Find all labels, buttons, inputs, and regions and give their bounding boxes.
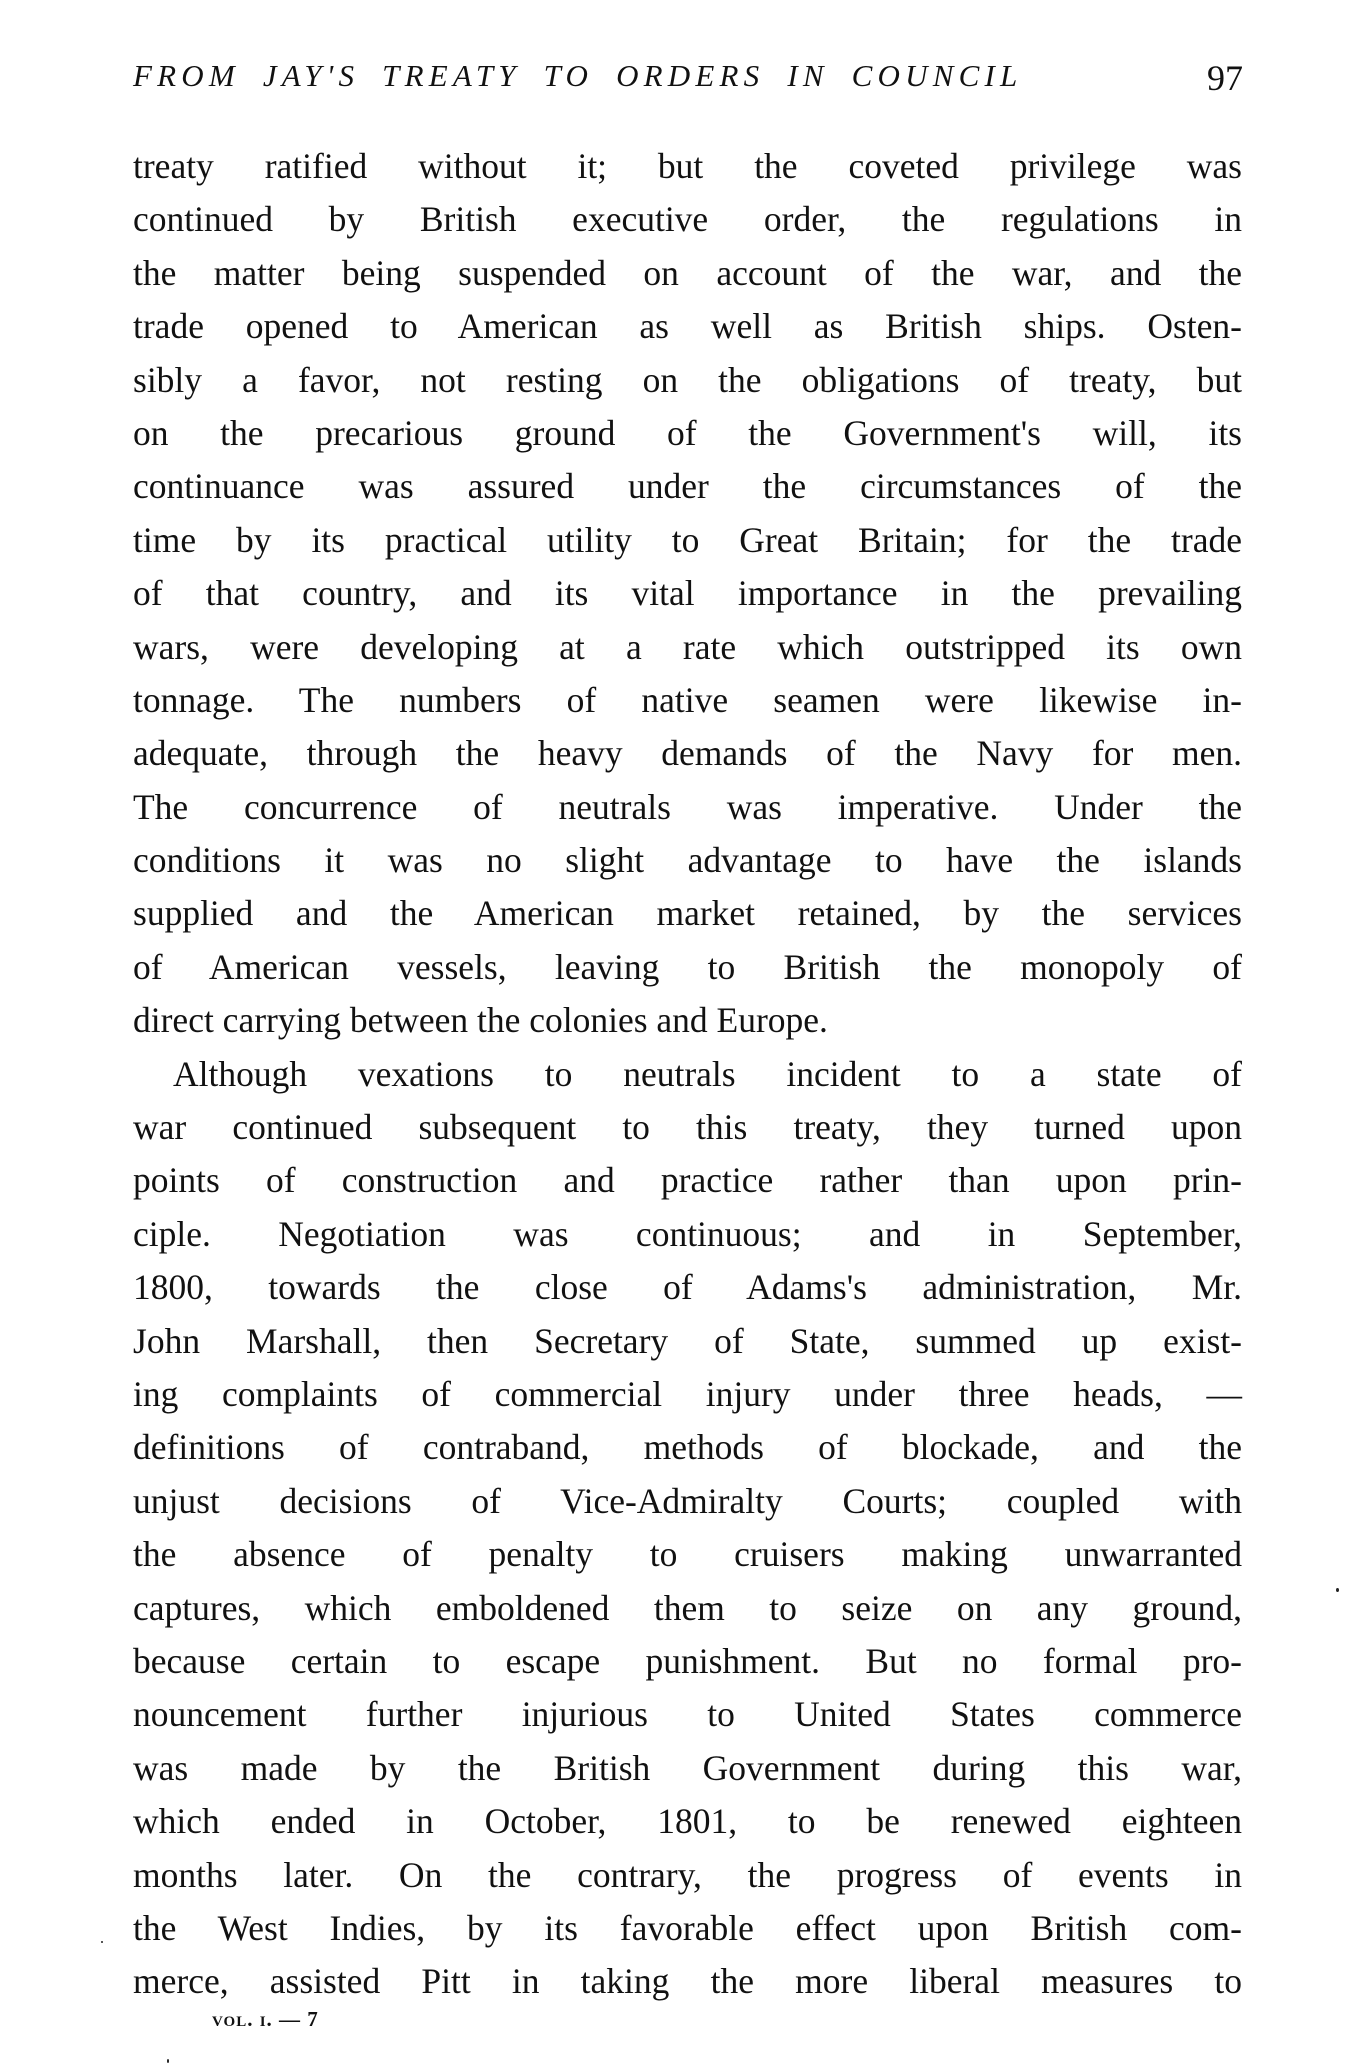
text-line: The concurrence of neutrals was imperative. Under the bbox=[133, 786, 1242, 827]
text-line: adequate, through the heavy demands of the Navy for men. bbox=[133, 733, 1242, 774]
text-line: was made by the British Government during this war, bbox=[133, 1747, 1242, 1788]
text-line: continuance was assured under the circumstances of the bbox=[133, 466, 1242, 507]
text-line: John Marshall, then Secretary of State, summed up exist- bbox=[133, 1320, 1242, 1361]
text-line: which ended in October, 1801, to be renewed eighteen bbox=[133, 1801, 1242, 1842]
body-text bbox=[133, 140, 1242, 2009]
text-line: tonnage. The numbers of native seamen were likewise in- bbox=[133, 679, 1242, 720]
text-line: definitions of contraband, methods of blockade, and the bbox=[133, 1427, 1242, 1468]
text-line: Although vexations to neutrals incident to a state of bbox=[173, 1053, 1242, 1094]
text-line: the matter being suspended on account of the war, and the bbox=[133, 252, 1242, 293]
text-line: the West Indies, by its favorable effect upon British com- bbox=[133, 1907, 1242, 1948]
text-line: conditions it was no slight advantage to have the islands bbox=[133, 840, 1242, 881]
signature-mark: vol. i. — 7 bbox=[212, 2007, 319, 2031]
text-line: captures, which emboldened them to seize on any ground, bbox=[133, 1587, 1242, 1628]
text-line: continued by British executive order, the regulations in bbox=[133, 199, 1242, 240]
text-line: months later. On the contrary, the progress of events in bbox=[133, 1854, 1242, 1895]
text-line: the absence of penalty to cruisers making unwarranted bbox=[133, 1534, 1242, 1575]
text-line: on the precarious ground of the Government's will, its bbox=[133, 412, 1242, 453]
text-line: wars, were developing at a rate which outstripped its own bbox=[133, 626, 1242, 667]
text-line: direct carrying between the colonies and Europe. bbox=[133, 1000, 828, 1041]
text-line: ciple. Negotiation was continuous; and in September, bbox=[133, 1213, 1242, 1254]
text-line: nouncement further injurious to United States commerce bbox=[133, 1694, 1242, 1735]
text-line: of American vessels, leaving to British the monopoly of bbox=[133, 946, 1242, 987]
text-line: because certain to escape punishment. But no formal pro- bbox=[133, 1640, 1242, 1681]
text-line: supplied and the American market retained, by the services bbox=[133, 893, 1242, 934]
text-line: points of construction and practice rather than upon prin- bbox=[133, 1160, 1242, 1201]
text-line: merce, assisted Pitt in taking the more liberal measures to bbox=[133, 1961, 1242, 2002]
text-line: 1800, towards the close of Adams's administration, Mr. bbox=[133, 1267, 1242, 1308]
text-line: war continued subsequent to this treaty, they turned upon bbox=[133, 1107, 1242, 1148]
scan-speck bbox=[1336, 1588, 1339, 1592]
paragraph bbox=[133, 1048, 1242, 2009]
scan-speck bbox=[101, 1941, 103, 1943]
text-line: treaty ratified without it; but the coveted privilege was bbox=[133, 146, 1242, 186]
text-line: time by its practical utility to Great Britain; for the trade bbox=[133, 519, 1242, 560]
scan-speck bbox=[167, 2059, 169, 2063]
text-line: unjust decisions of Vice-Admiralty Courts; coupled with bbox=[133, 1480, 1242, 1521]
running-title: FROM JAY'S TREATY TO ORDERS IN COUNCIL bbox=[133, 58, 1023, 93]
running-head bbox=[133, 56, 1243, 96]
paragraph bbox=[133, 140, 1242, 1048]
text-line: sibly a favor, not resting on the obligations of treaty, but bbox=[133, 359, 1242, 400]
text-line: of that country, and its vital importance in the prevailing bbox=[133, 573, 1242, 614]
page-number: 97 bbox=[1207, 58, 1243, 98]
text-line: trade opened to American as well as British ships. Osten- bbox=[133, 306, 1242, 347]
text-line: ing complaints of commercial injury under three heads, — bbox=[133, 1373, 1242, 1414]
